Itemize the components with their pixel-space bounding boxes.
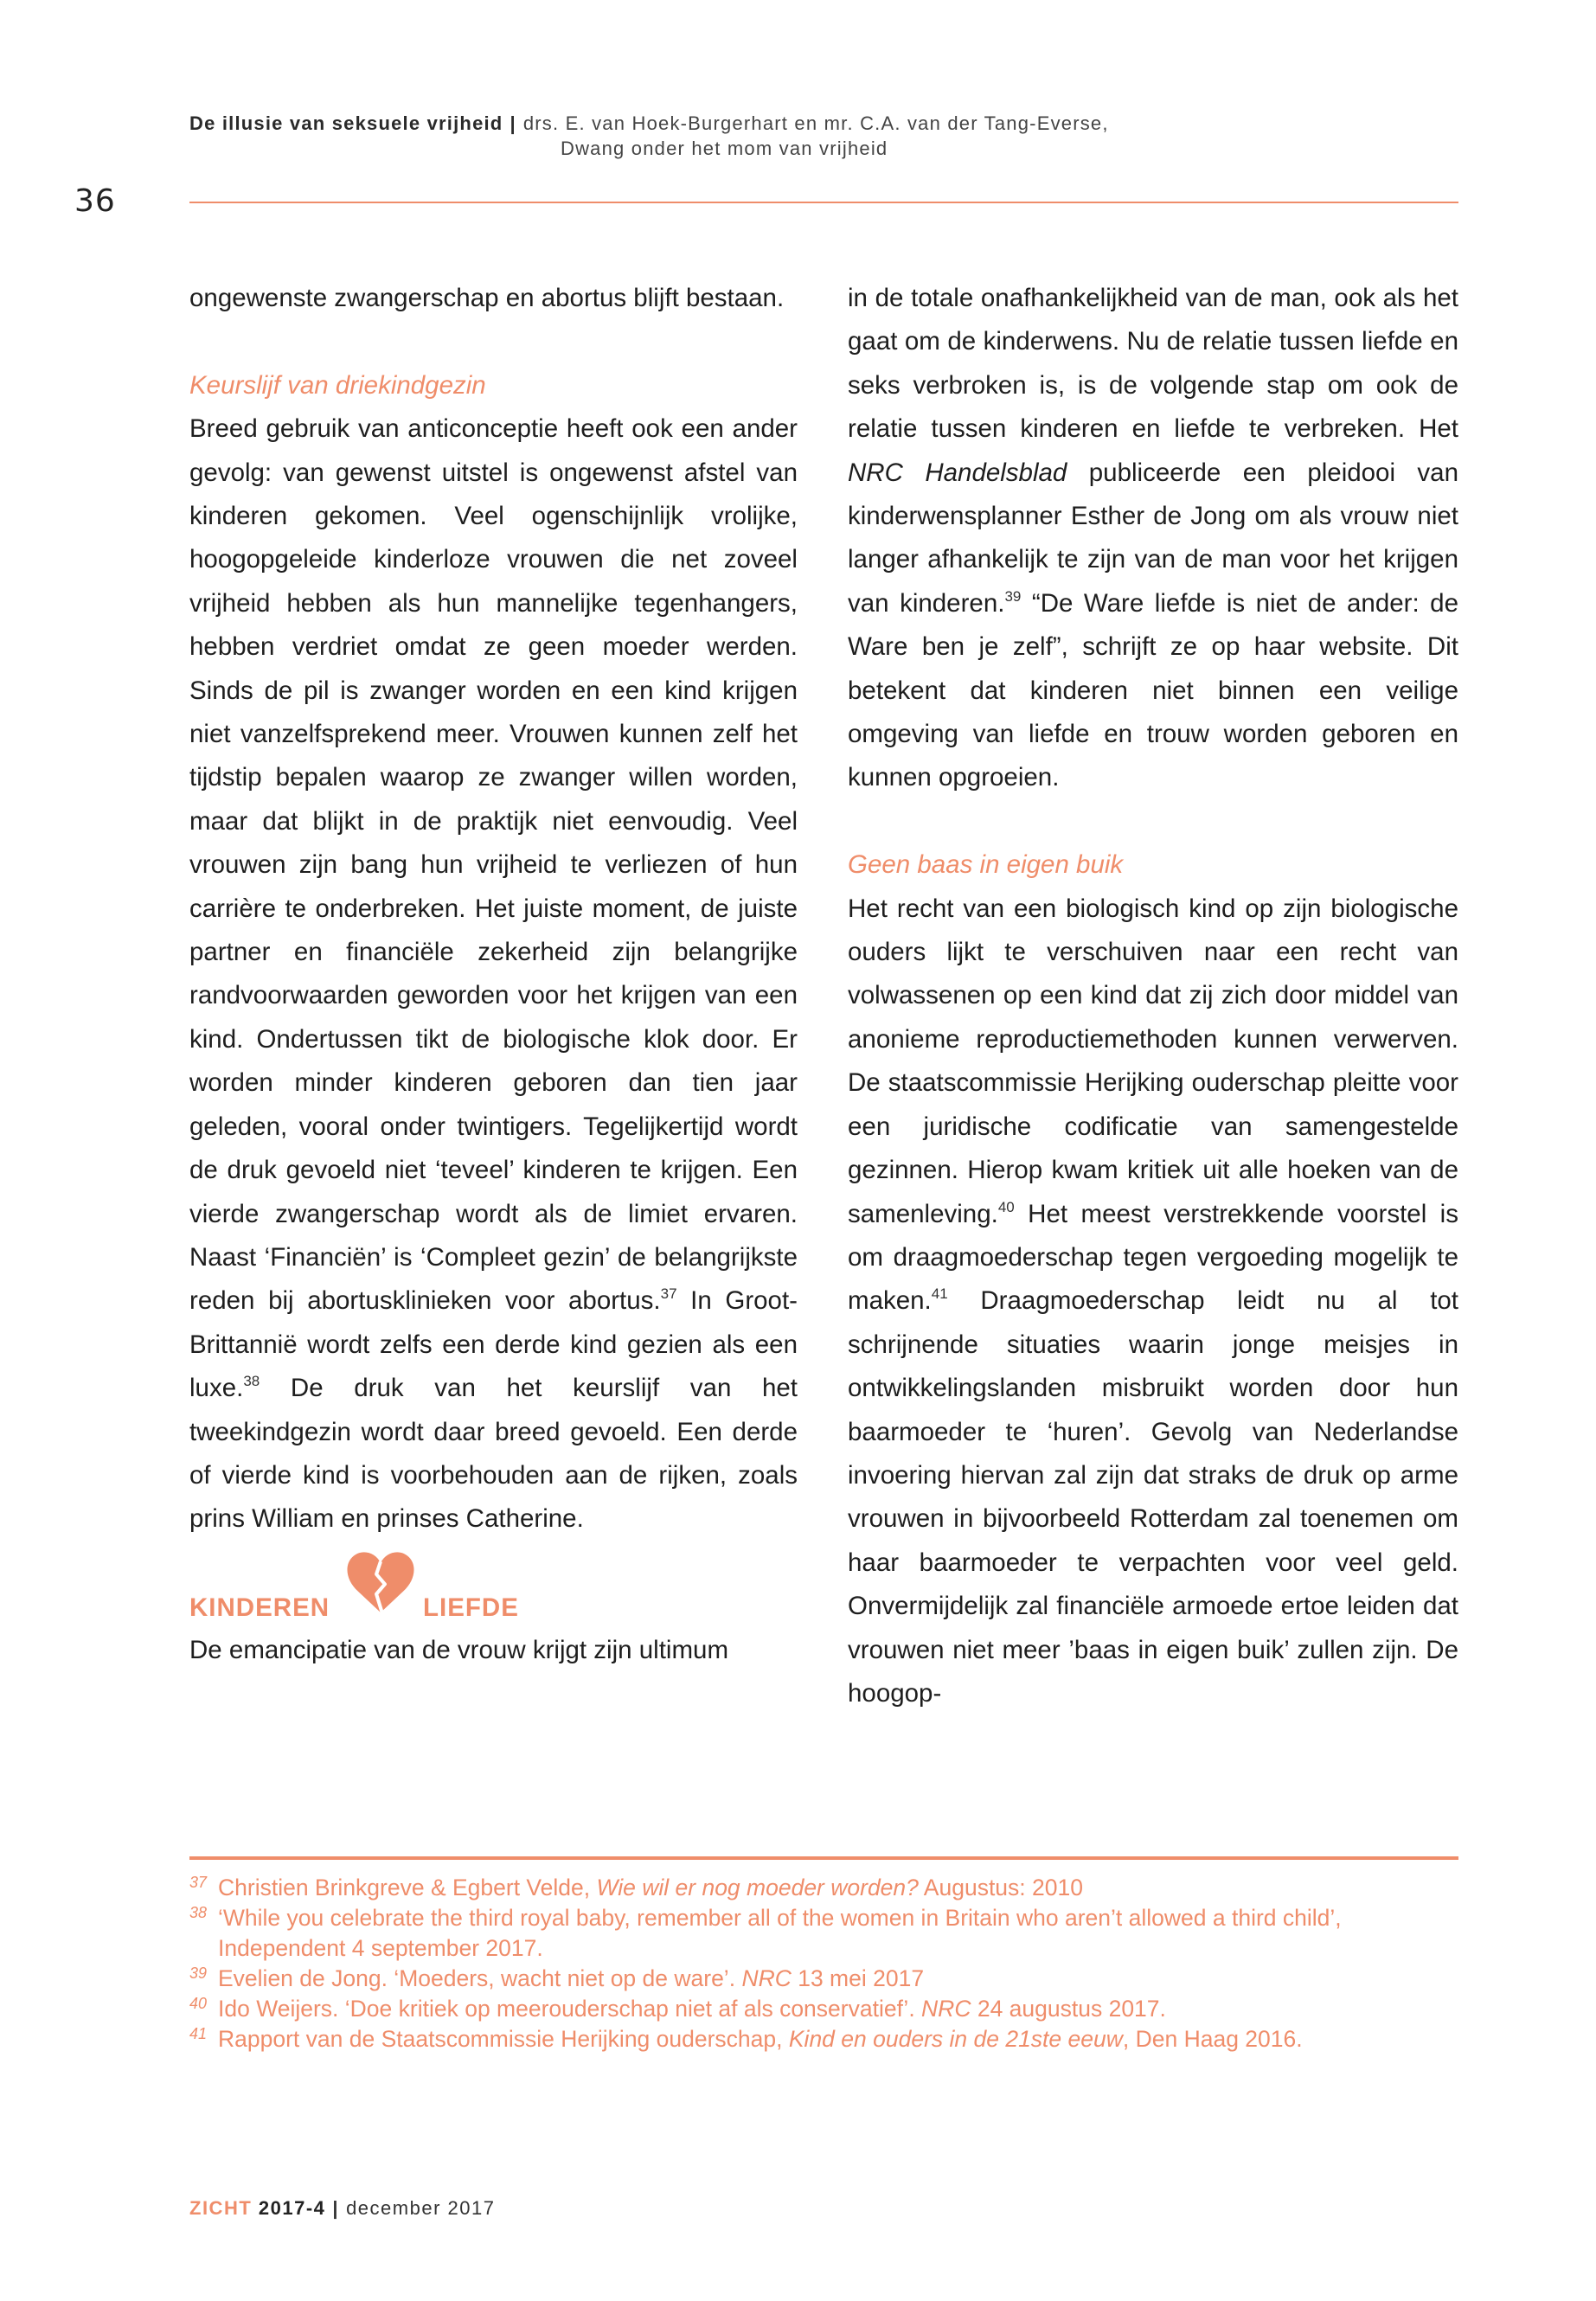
section-heading-driekindgezin: Keurslijf van driekindgezin [189,370,486,400]
footnote-38: 38 ‘While you celebrate the third royal baby, remember all of the women in Britain who aren’t allowed a third child’, Independent 4 september 2017. [189,1904,1342,1961]
footnote-ref-40[interactable]: 40 [997,1198,1015,1215]
article-authors: drs. E. van Hoek-Burgerhart en mr. C.A. van der Tang-Everse, [522,112,1109,134]
running-header [189,111,1461,161]
heading-word-liefde: LIEFDE [423,1593,519,1623]
issue-number: 2017-4 [258,2197,326,2219]
footnote-rule [189,1856,1458,1860]
paragraph-driekindgezin: Breed gebruik van anticonceptie heeft ook een ander gevolg: van gewenst uitstel is ongewenst afstel van kinderen gekomen. Veel ogenschijnlijk vrolijke, hoogopgeleide kinderloze vrouwen die net zoveel vrijheid hebben als hun mannelijke tegenhangers, hebben verdriet omdat ze geen moeder werden. Sinds de pil is zwanger worden en een kind krijgen niet vanzelfsprekend meer. Vrouwen kunnen zelf het tijdstip bepalen waarop ze zwanger willen worden, maar dat blijkt in de praktijk niet eenvoudig. Veel vrouwen zijn bang hun vrijheid te verliezen of hun carrière te onderbreken. Het juiste moment, de juiste partner en financiële zekerheid zijn belangrijke randvoorwaarden geworden voor het krijgen van een kind. Ondertussen tikt de biologische klok door. Er worden minder kinderen geboren dan tien jaar geleden, vooral onder twintigers. Tegelijkertijd wordt de druk gevoeld niet ‘teveel’ kinderen te krijgen. Een vierde zwangerschap wordt als de limiet ervaren. Naast ‘Financiën’ is ‘Compleet gezin’ de belangrijkste reden bij abortusklinieken voor abortus.$^{37}$ In Groot-Brittannië wordt zelfs een derde kind gezien als een luxe.$^{38}$ De druk van het keurslijf van het tweekindgezin wordt daar breed gevoeld. Een derde of vierde kind is voorbehouden aan de rijken, zoals prins William en prinses Catherine. [189,414,798,1534]
heading-word-kinderen: KINDEREN [189,1593,330,1623]
header-rule [189,202,1458,203]
intro-tail: ongewenste zwangerschap en abortus blijft bestaan. [189,284,785,312]
footnote-41: 41 Rapport van de Staatscommissie Herijking ouderschap, Kind en ouders in de 21ste eeuw, Den Haag 2016. [189,2025,1303,2052]
article-title: Dwang onder het mom van vrijheid [561,138,888,159]
paragraph-emancipatie: in de totale onafhankelijkheid van de man, ook als het gaat om de kinderwens. Nu de relatie tussen liefde en seks verbroken is, is de volgende stap om ook de relatie tussen kinderen en liefde te verbreken. Het NRC Handelsblad publiceerde een pleidooi van kinderwensplanner Esther de Jong om als vrouw niet langer afhankelijk te zijn van de man voor het krijgen van kinderen.$^{39}$ “De Ware liefde is niet de ander: de Ware ben je zelf”, schrijft ze op haar website. Dit betekent dat kinderen niet binnen een veilige omgeving van liefde en trouw worden geboren en kunnen opgroeien. [848,284,1458,792]
footnote-39: 39 Evelien de Jong. ‘Moeders, wacht niet op de ware’. NRC 13 mei 2017 [189,1965,925,1991]
section-heading-kinderen-liefde [189,1585,798,1628]
paragraph-baas-in-eigen-buik: Het recht van een biologisch kind op zijn biologische ouders lijkt te verschuiven naar een recht van volwassenen op een kind dat zij zich door middel van anonieme reproductiemethoden kunnen verwerven. De staatscommissie Herijking ouderschap pleitte voor een juridische codificatie van samengestelde gezinnen. Hierop kwam kritiek uit alle hoeken van de samenleving.$^{40}$ Het meest verstrekkende voorstel is om draagmoederschap tegen vergoeding mogelijk te maken.$^{41}$ Draagmoederschap leidt nu al tot schrijnende situaties waarin jonge meisjes in ontwikkelingslanden misbruikt worden door hun baarmoeder te ‘huren’. Gevolg van Nederlandse invoering hiervan zal zijn dat straks de druk op arme vrouwen in bijvoorbeeld Rotterdam zal toenemen om haar baarmoeder te verpachten voor veel geld. Onvermijdelijk zal financiële armoede ertoe leiden dat vrouwen niet meer ’baas in eigen buik’ zullen zijn. De hoogop- [848,894,1458,1708]
footnote-ref-41[interactable]: 41 [931,1285,948,1303]
left-column [189,277,798,1672]
page-number: 36 [74,183,116,219]
footnotes [189,1873,1461,2054]
footer-separator: | [332,2197,340,2219]
section-heading-baas-in-eigen-buik: Geen baas in eigen buik [848,850,1124,880]
series-title: De illusie van seksuele vrijheid [189,112,503,134]
publication-name: NRC Handelsblad [848,458,1067,487]
magazine-name: ZICHT [189,2197,253,2219]
issue-date: december 2017 [346,2197,496,2219]
footnote-37: 37 Christien Brinkgreve & Egbert Velde, Wie wil er nog moeder worden? Augustus: 2010 [189,1874,1083,1900]
broken-heart-icon [345,1548,416,1614]
header-separator: | [510,112,516,134]
footnote-ref-37[interactable]: 37 [660,1285,677,1303]
footnote-ref-39[interactable]: 39 [1004,587,1022,605]
footnote-ref-38[interactable]: 38 [243,1373,260,1390]
page-footer [189,2197,495,2220]
footnote-40: 40 Ido Weijers. ‘Doe kritiek op meerouderschap niet af als conservatief’. NRC 24 augustus 2017. [189,1995,1166,2022]
paragraph-emancipatie-start: De emancipatie van de vrouw krijgt zijn ultimum [189,1635,729,1664]
right-column [848,277,1458,1715]
